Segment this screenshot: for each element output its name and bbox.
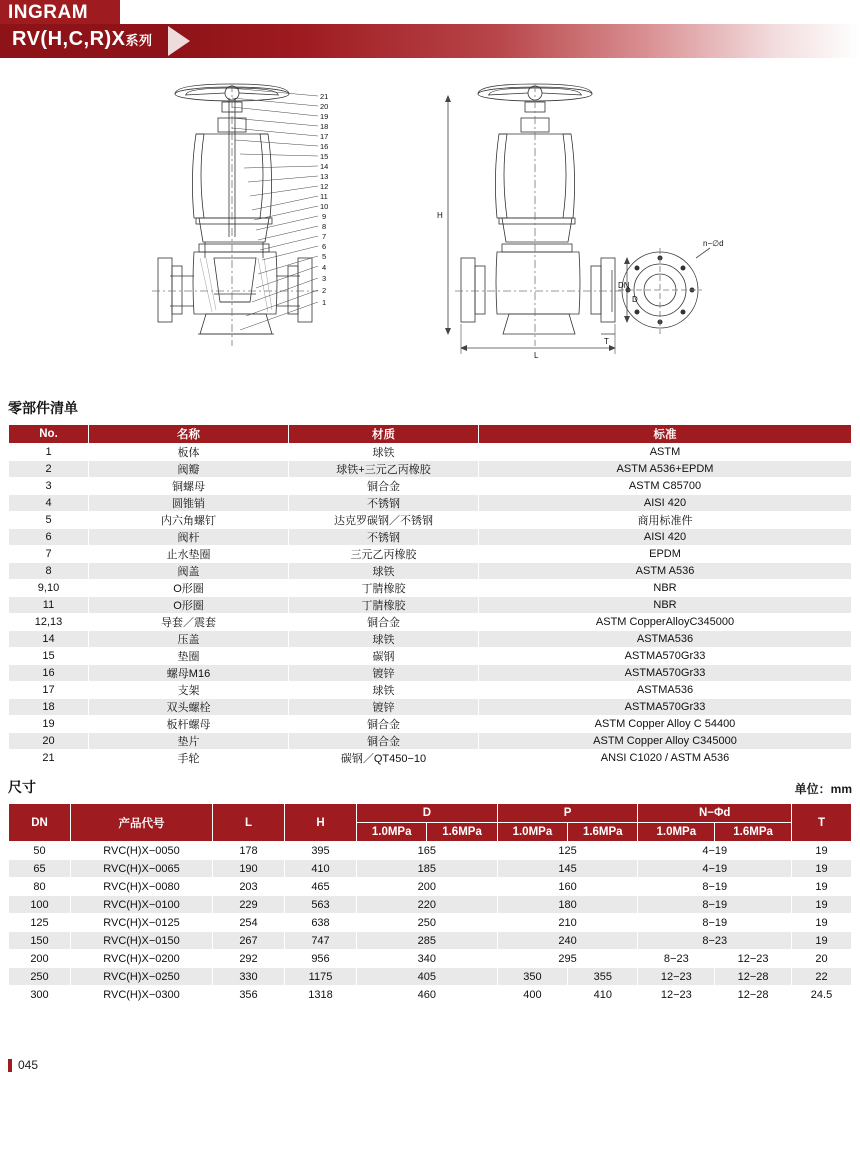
parts-cell: 球铁 <box>289 631 479 648</box>
parts-cell: 商用标准件 <box>479 512 852 529</box>
dim-cell: 19 <box>792 932 852 950</box>
dim-cell: 410 <box>568 986 638 1004</box>
dim-cell: 19 <box>792 878 852 896</box>
svg-text:19: 19 <box>320 112 329 121</box>
parts-cell: 2 <box>9 461 89 478</box>
table-row <box>9 631 852 648</box>
dim-cell: 65 <box>9 860 71 878</box>
table-row <box>9 896 852 914</box>
dim-sub-nd16: 1.6MPa <box>715 823 792 842</box>
table-row <box>9 478 852 495</box>
dim-cell: 8−19 <box>638 914 792 932</box>
dim-col-t: T <box>792 804 852 842</box>
parts-cell: 球铁 <box>289 444 479 461</box>
dim-cell: 295 <box>497 950 638 968</box>
table-row <box>9 968 852 986</box>
page-footer <box>8 1058 38 1072</box>
dim-cell: 8−19 <box>638 896 792 914</box>
dim-cell: RVC(H)X−0200 <box>71 950 213 968</box>
table-row <box>9 699 852 716</box>
svg-text:7: 7 <box>322 232 327 241</box>
dim-col-h: H <box>285 804 357 842</box>
dimensions-unit: 单位：mm <box>794 782 852 796</box>
dim-cell: 220 <box>357 896 498 914</box>
left-sectional-view <box>152 84 318 346</box>
parts-col-name: 名称 <box>89 425 289 444</box>
table-row <box>9 682 852 699</box>
parts-cell: NBR <box>479 580 852 597</box>
dim-cell: 285 <box>357 932 498 950</box>
page-title <box>12 28 153 51</box>
dim-cell: 22 <box>792 968 852 986</box>
parts-cell: ASTM Copper Alloy C 54400 <box>479 716 852 733</box>
parts-cell: 6 <box>9 529 89 546</box>
dim-cell: 200 <box>357 878 498 896</box>
svg-text:13: 13 <box>320 172 329 181</box>
dim-cell: 405 <box>357 968 498 986</box>
dim-col-code: 产品代号 <box>71 804 213 842</box>
dim-cell: 20 <box>792 950 852 968</box>
dimensions-title: 尺寸 <box>8 779 36 795</box>
dim-cell: 165 <box>357 842 498 860</box>
dim-cell: 1175 <box>285 968 357 986</box>
parts-cell: ASTM A536+EPDM <box>479 461 852 478</box>
parts-cell: 镀锌 <box>289 699 479 716</box>
dim-cell: 145 <box>497 860 638 878</box>
parts-cell: 12,13 <box>9 614 89 631</box>
dim-cell: 19 <box>792 860 852 878</box>
parts-col-material: 材质 <box>289 425 479 444</box>
dim-col-nd: N−Φd <box>638 804 792 823</box>
dim-cell: RVC(H)X−0300 <box>71 986 213 1004</box>
parts-cell: ASTM CopperAlloyC345000 <box>479 614 852 631</box>
parts-cell: 碳钢 <box>289 648 479 665</box>
dim-cell: 4−19 <box>638 860 792 878</box>
parts-table-header-row <box>9 425 852 444</box>
parts-cell: 8 <box>9 563 89 580</box>
svg-text:17: 17 <box>320 132 329 141</box>
technical-drawings <box>0 62 860 394</box>
dim-sub-p10: 1.0MPa <box>497 823 567 842</box>
table-row <box>9 986 852 1004</box>
dim-cell: 747 <box>285 932 357 950</box>
table-row <box>9 648 852 665</box>
parts-cell: ASTMA536 <box>479 682 852 699</box>
parts-cell: 止水垫圈 <box>89 546 289 563</box>
parts-cell: AISI 420 <box>479 529 852 546</box>
parts-cell: 球铁 <box>289 682 479 699</box>
svg-text:11: 11 <box>320 192 328 201</box>
parts-cell: 碳钢／QT450−10 <box>289 750 479 767</box>
parts-list-title: 零部件清单 <box>8 400 78 416</box>
parts-cell: 20 <box>9 733 89 750</box>
svg-text:18: 18 <box>320 122 329 131</box>
table-row <box>9 444 852 461</box>
dim-cell: 24.5 <box>792 986 852 1004</box>
dimensions-table <box>8 803 852 1004</box>
dim-cell: 267 <box>213 932 285 950</box>
svg-text:12: 12 <box>320 182 329 191</box>
parts-cell: 镀锌 <box>289 665 479 682</box>
parts-cell: EPDM <box>479 546 852 563</box>
dim-cell: 8−19 <box>638 878 792 896</box>
dim-sub-d16: 1.6MPa <box>427 823 497 842</box>
dimensions-header <box>8 777 852 797</box>
dim-cell: 8−23 <box>638 950 715 968</box>
parts-cell: 不锈钢 <box>289 529 479 546</box>
svg-text:D: D <box>632 295 638 304</box>
dim-cell: 200 <box>9 950 71 968</box>
table-row <box>9 878 852 896</box>
dim-cell: 250 <box>357 914 498 932</box>
parts-cell: AISI 420 <box>479 495 852 512</box>
svg-text:21: 21 <box>320 92 329 101</box>
svg-text:10: 10 <box>320 202 329 211</box>
parts-cell: O形圈 <box>89 580 289 597</box>
valve-drawing-svg <box>0 62 860 394</box>
dim-cell: 19 <box>792 842 852 860</box>
svg-text:n−∅d: n−∅d <box>703 239 724 248</box>
page-header <box>0 0 860 62</box>
dim-cell: 330 <box>213 968 285 986</box>
table-row <box>9 716 852 733</box>
parts-cell: ANSI C1020 / ASTM A536 <box>479 750 852 767</box>
dim-cell: RVC(H)X−0250 <box>71 968 213 986</box>
parts-cell: ASTM A536 <box>479 563 852 580</box>
parts-cell: ASTMA570Gr33 <box>479 699 852 716</box>
parts-cell: 铜合金 <box>289 716 479 733</box>
dim-col-d: D <box>357 804 498 823</box>
table-row <box>9 614 852 631</box>
parts-cell: ASTMA570Gr33 <box>479 665 852 682</box>
parts-cell: 阀盖 <box>89 563 289 580</box>
table-row <box>9 546 852 563</box>
table-row <box>9 842 852 860</box>
callout-numbers <box>320 92 328 307</box>
parts-cell: 21 <box>9 750 89 767</box>
parts-cell: 内六角螺钉 <box>89 512 289 529</box>
svg-text:T: T <box>604 337 609 346</box>
svg-text:2: 2 <box>322 286 327 295</box>
dim-cell: 160 <box>497 878 638 896</box>
parts-cell: 铜合金 <box>289 478 479 495</box>
footer-marker <box>8 1059 12 1072</box>
parts-cell: 4 <box>9 495 89 512</box>
dim-cell: 229 <box>213 896 285 914</box>
parts-cell: 阀杆 <box>89 529 289 546</box>
parts-cell: 铜合金 <box>289 733 479 750</box>
table-row <box>9 529 852 546</box>
dim-cell: 400 <box>497 986 567 1004</box>
dim-cell: 210 <box>497 914 638 932</box>
parts-cell: 丁腈橡胶 <box>289 580 479 597</box>
table-row <box>9 932 852 950</box>
dim-col-p: P <box>497 804 638 823</box>
svg-text:4: 4 <box>322 263 327 272</box>
dim-cell: RVC(H)X−0150 <box>71 932 213 950</box>
parts-cell: 导套／震套 <box>89 614 289 631</box>
dim-sub-d10: 1.0MPa <box>357 823 427 842</box>
parts-cell: NBR <box>479 597 852 614</box>
table-row <box>9 580 852 597</box>
parts-cell: 双头螺栓 <box>89 699 289 716</box>
svg-text:H: H <box>437 211 443 220</box>
arrow-icon <box>168 26 190 56</box>
parts-cell: 18 <box>9 699 89 716</box>
parts-cell: 3 <box>9 478 89 495</box>
dim-cell: 80 <box>9 878 71 896</box>
dim-cell: 178 <box>213 842 285 860</box>
dim-cell: RVC(H)X−0100 <box>71 896 213 914</box>
dim-cell: 350 <box>497 968 567 986</box>
dim-cell: 190 <box>213 860 285 878</box>
dim-cell: 50 <box>9 842 71 860</box>
dim-sub-nd10: 1.0MPa <box>638 823 715 842</box>
svg-text:3: 3 <box>322 274 327 283</box>
series-suffix: 系列 <box>125 33 153 48</box>
parts-cell: ASTM <box>479 444 852 461</box>
dim-cell: RVC(H)X−0065 <box>71 860 213 878</box>
parts-cell: 16 <box>9 665 89 682</box>
table-row <box>9 860 852 878</box>
dim-cell: 203 <box>213 878 285 896</box>
dim-cell: 250 <box>9 968 71 986</box>
parts-cell: 压盖 <box>89 631 289 648</box>
svg-text:5: 5 <box>322 252 327 261</box>
parts-cell: 球铁 <box>289 563 479 580</box>
dim-cell: 19 <box>792 914 852 932</box>
dim-cell: 240 <box>497 932 638 950</box>
svg-text:16: 16 <box>320 142 329 151</box>
parts-cell: 5 <box>9 512 89 529</box>
dim-cell: 19 <box>792 896 852 914</box>
dim-cell: 410 <box>285 860 357 878</box>
svg-text:15: 15 <box>320 152 329 161</box>
parts-cell: 铜合金 <box>289 614 479 631</box>
svg-text:6: 6 <box>322 242 327 251</box>
svg-text:1: 1 <box>322 298 327 307</box>
dim-cell: 355 <box>568 968 638 986</box>
parts-cell: ASTMA570Gr33 <box>479 648 852 665</box>
dim-cell: 638 <box>285 914 357 932</box>
parts-cell: 铜螺母 <box>89 478 289 495</box>
parts-cell: O形圈 <box>89 597 289 614</box>
parts-col-standard: 标准 <box>479 425 852 444</box>
dim-cell: 356 <box>213 986 285 1004</box>
dim-cell: 254 <box>213 914 285 932</box>
svg-text:14: 14 <box>320 162 329 171</box>
table-row <box>9 914 852 932</box>
parts-cell: ASTMA536 <box>479 631 852 648</box>
table-row <box>9 750 852 767</box>
parts-cell: 9,10 <box>9 580 89 597</box>
dim-cell: 150 <box>9 932 71 950</box>
parts-cell: 1 <box>9 444 89 461</box>
dim-cell: 340 <box>357 950 498 968</box>
dim-cell: RVC(H)X−0050 <box>71 842 213 860</box>
table-row <box>9 597 852 614</box>
dim-cell: RVC(H)X−0080 <box>71 878 213 896</box>
dim-cell: 12−23 <box>715 950 792 968</box>
dim-col-l: L <box>213 804 285 842</box>
parts-cell: 支架 <box>89 682 289 699</box>
parts-cell: 球铁+三元乙丙橡胶 <box>289 461 479 478</box>
svg-text:DN: DN <box>618 281 630 290</box>
parts-cell: 板杆螺母 <box>89 716 289 733</box>
dim-cell: 292 <box>213 950 285 968</box>
right-outline-view <box>445 84 710 354</box>
dim-cell: 465 <box>285 878 357 896</box>
parts-cell: 14 <box>9 631 89 648</box>
parts-cell: 19 <box>9 716 89 733</box>
dim-cell: 956 <box>285 950 357 968</box>
parts-list-table <box>8 424 852 767</box>
parts-cell: 阀瓣 <box>89 461 289 478</box>
table-row <box>9 563 852 580</box>
table-row <box>9 950 852 968</box>
table-row <box>9 495 852 512</box>
dim-cell: 180 <box>497 896 638 914</box>
table-row <box>9 512 852 529</box>
parts-cell: 三元乙丙橡胶 <box>289 546 479 563</box>
parts-cell: 螺母M16 <box>89 665 289 682</box>
dim-cell: 185 <box>357 860 498 878</box>
dim-cell: 125 <box>497 842 638 860</box>
parts-cell: 垫圈 <box>89 648 289 665</box>
table-row <box>9 461 852 478</box>
dim-header-row-1 <box>9 804 852 823</box>
parts-cell: 手轮 <box>89 750 289 767</box>
parts-cell: 圆锥销 <box>89 495 289 512</box>
dim-cell: 12−23 <box>638 968 715 986</box>
parts-cell: 17 <box>9 682 89 699</box>
dim-cell: RVC(H)X−0125 <box>71 914 213 932</box>
parts-cell: 7 <box>9 546 89 563</box>
parts-cell: 不锈钢 <box>289 495 479 512</box>
svg-text:8: 8 <box>322 222 327 231</box>
dim-cell: 563 <box>285 896 357 914</box>
dim-cell: 8−23 <box>638 932 792 950</box>
parts-cell: ASTM Copper Alloy C345000 <box>479 733 852 750</box>
parts-cell: 丁腈橡胶 <box>289 597 479 614</box>
parts-cell: 板体 <box>89 444 289 461</box>
svg-text:L: L <box>534 351 539 360</box>
parts-cell: ASTM C85700 <box>479 478 852 495</box>
dim-cell: 12−23 <box>638 986 715 1004</box>
dim-col-dn: DN <box>9 804 71 842</box>
table-row <box>9 733 852 750</box>
series-title: RV(H,C,R)X <box>12 28 126 50</box>
dim-cell: 460 <box>357 986 498 1004</box>
brand-name: INGRAM <box>8 2 89 23</box>
dim-cell: 12−28 <box>715 968 792 986</box>
parts-cell: 11 <box>9 597 89 614</box>
parts-cell: 15 <box>9 648 89 665</box>
parts-cell: 达克罗碳钢／不锈钢 <box>289 512 479 529</box>
dim-cell: 395 <box>285 842 357 860</box>
parts-col-no: No. <box>9 425 89 444</box>
dim-cell: 1318 <box>285 986 357 1004</box>
svg-text:20: 20 <box>320 102 329 111</box>
dim-cell: 300 <box>9 986 71 1004</box>
svg-text:9: 9 <box>322 212 327 221</box>
table-row <box>9 665 852 682</box>
parts-cell: 垫片 <box>89 733 289 750</box>
dim-cell: 4−19 <box>638 842 792 860</box>
dim-sub-p16: 1.6MPa <box>568 823 638 842</box>
page-number: 045 <box>18 1058 39 1072</box>
dim-cell: 100 <box>9 896 71 914</box>
dim-cell: 125 <box>9 914 71 932</box>
dim-cell: 12−28 <box>715 986 792 1004</box>
